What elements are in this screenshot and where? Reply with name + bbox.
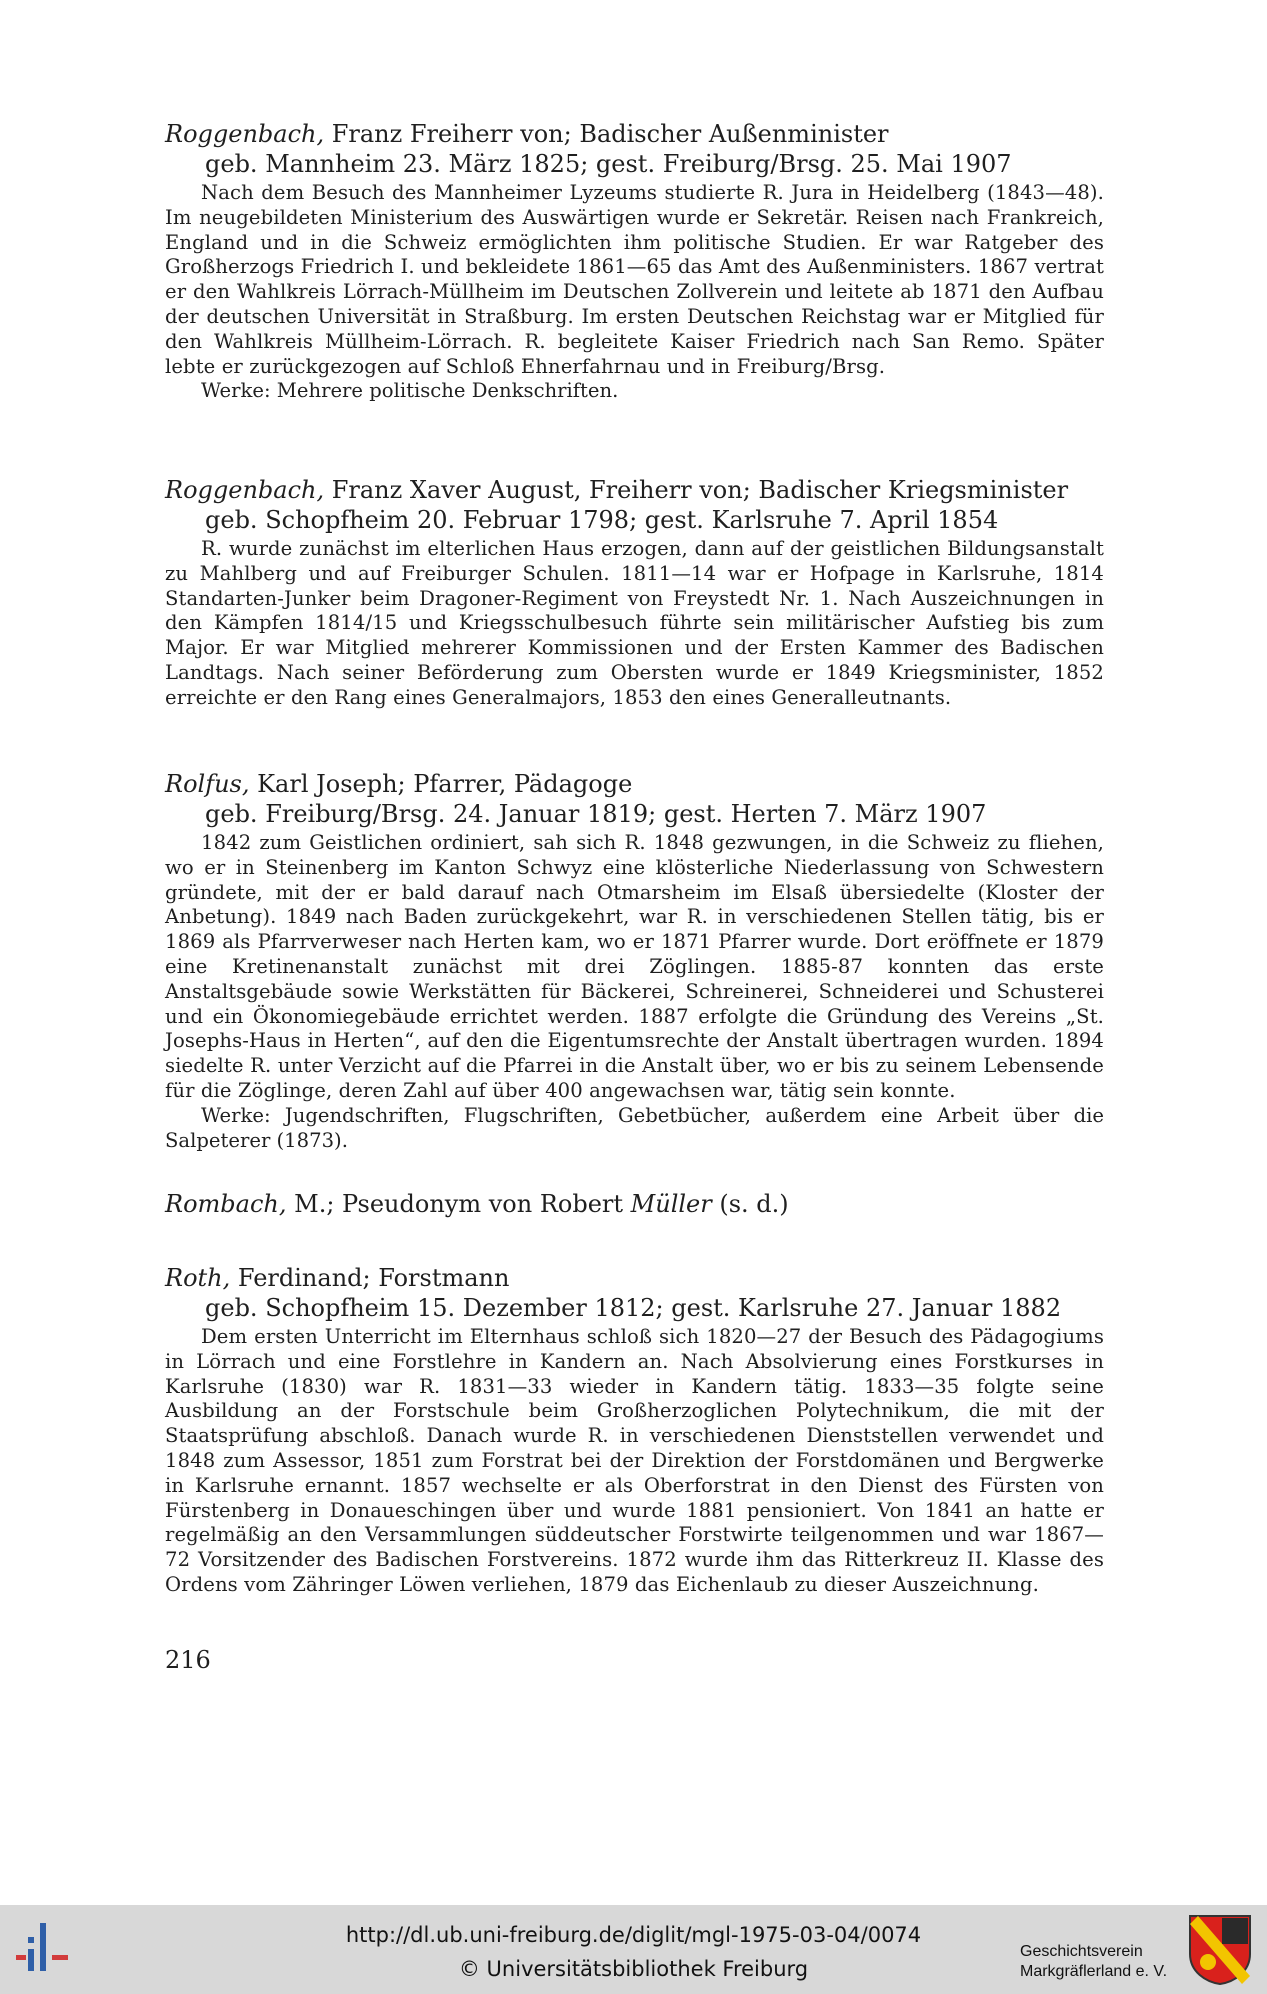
entry-life-dates: geb. Schopfheim 15. Dezember 1812; gest. Karlsruhe 27. Januar 1882 xyxy=(205,1294,1062,1322)
society-name-line1: Geschichtsverein xyxy=(1020,1943,1143,1960)
coat-of-arms-icon xyxy=(1188,1914,1252,1986)
crossref-suffix: (s. d.) xyxy=(711,1190,789,1218)
crossref-name: Müller xyxy=(630,1190,712,1218)
footer-bar xyxy=(0,1905,1267,1994)
source-url-link[interactable]: http://dl.ub.uni-freiburg.de/diglit/mgl-1975-03-04/0074 xyxy=(345,1923,922,1947)
entry-rombach-crossref xyxy=(165,1189,1104,1219)
entry-surname: Rombach, xyxy=(165,1190,287,1218)
entry-heading xyxy=(165,769,1104,799)
entry-surname: Roggenbach, xyxy=(165,476,325,504)
copyright-notice: © Universitätsbibliothek Freiburg xyxy=(458,1957,809,1981)
entry-heading xyxy=(165,119,1104,149)
entry-works: Werke: Jugendschriften, Flugschriften, Gebetbücher, außerdem eine Arbeit über die Salpeterer (1873). xyxy=(165,1103,1104,1152)
entry-life-dates: geb. Mannheim 23. März 1825; gest. Freiburg/Brsg. 25. Mai 1907 xyxy=(205,150,1012,178)
entry-roth xyxy=(165,1263,1104,1598)
entry-title: Karl Joseph; Pfarrer, Pädagoge xyxy=(249,770,633,798)
page-number: 216 xyxy=(165,1646,211,1674)
entry-body: 1842 zum Geistlichen ordiniert, sah sich R. 1848 gezwungen, in die Schweiz zu fliehen, wo er in Steinenberg im Kanton Schwyz eine klösterliche Niederlassung von Schwestern gründete, mit der er bald darauf nach Otmarsheim im Elsaß übersiedelte (Kloster der Anbetung). 1849 nach Baden zurückgekehrt, war R. in verschiedenen Stellen tätig, bis er 1869 als Pfarrverweser nach Herten kam, wo er 1871 Pfarrer wurde. Dort eröffnete er 1879 eine Kretinenanstalt zunächst mit drei Zöglingen. 1885-87 konnten das erste Anstaltsgebäude sowie Werkstätten für Bäckerei, Schreinerei, Schneiderei und Schusterei und ein Ökonomiegebäude errichtet werden. 1887 erfolgte die Gründung des Vereins „St. Josephs-Haus in Herten“, auf den die Eigentumsrechte der Anstalt übertragen wurden. 1894 siedelte R. unter Verzicht auf die Pfarrei in die Anstalt über, wo er bis zu seinem Lebensende für die Zöglinge, deren Zahl auf über 400 angewachsen war, tätig sein konnte. xyxy=(165,831,1104,1102)
entry-life-dates: geb. Freiburg/Brsg. 24. Januar 1819; gest. Herten 7. März 1907 xyxy=(205,800,987,828)
entry-title: Franz Xaver August, Freiherr von; Badischer Kriegsminister xyxy=(324,476,1069,504)
society-name xyxy=(1020,1942,1180,1982)
entry-heading xyxy=(165,475,1104,505)
entry-title: Franz Freiherr von; Badischer Außenminister xyxy=(324,120,889,148)
entry-body: Nach dem Besuch des Mannheimer Lyzeums studierte R. Jura in Heidelberg (1843—48). Im neugebildeten Ministerium des Auswärtigen wurde er Sekretär. Reisen nach Frankreich, England und in die Schweiz ermöglichten ihm politische Studien. Er war Ratgeber des Großherzogs Friedrich I. und bekleidete 1861—65 das Amt des Außenministers. 1867 vertrat er den Wahlkreis Lörrach-Müllheim im Deutschen Zollverein und leitete ab 1871 den Aufbau der deutschen Universität in Straßburg. Im ersten Deutschen Reichstag war er Mitglied für den Wahlkreis Müllheim-Lörrach. R. begleitete Kaiser Friedrich nach San Remo. Später lebte er zurückgezogen auf Schloß Ehnerfahrnau und in Freiburg/Brsg. xyxy=(165,181,1104,378)
entry-heading xyxy=(165,1263,1104,1293)
entry-body: R. wurde zunächst im elterlichen Haus erzogen, dann auf der geistlichen Bildungsanstalt zu Mahlberg und auf Freiburger Schulen. 1811—14 war er Hofpage in Karlsruhe, 1814 Standarten-Junker beim Dragoner-Regiment von Freystedt Nr. 1. Nach Auszeichnungen in den Kämpfen 1814/15 und Kriegsschulbesuch führte sein militärischer Aufstieg bis zum Major. Er war Mitglied mehrerer Kommissionen und der Ersten Kammer des Badischen Landtags. Nach seiner Beförderung zum Obersten wurde er 1849 Kriegsminister, 1852 erreichte er den Rang eines Generalmajors, 1853 den eines Generalleutnants. xyxy=(165,537,1104,709)
entry-life-dates: geb. Schopfheim 20. Februar 1798; gest. Karlsruhe 7. April 1854 xyxy=(205,506,999,534)
entry-heading xyxy=(165,1189,1104,1219)
entry-roggenbach-franz-xaver xyxy=(165,475,1104,711)
entry-body: Dem ersten Unterricht im Elternhaus schloß sich 1820—27 der Besuch des Pädagogiums in Lörrach und eine Forstlehre in Kandern an. Nach Absolvierung eines Forstkurses in Karlsruhe (1830) war R. 1831—33 wieder in Kandern tätig. 1833—35 folgte seine Ausbildung an der Forstschule beim Großherzoglichen Polytechnikum, die mit der Staatsprüfung abschloß. Danach wurde R. in verschiedenen Dienststellen verwendet und 1848 zum Assessor, 1851 zum Forstrat bei der Direktion der Forstdomänen und Bergwerke in Karlsruhe ernannt. 1857 wechselte er als Oberforstrat in den Dienst des Fürsten von Fürstenberg in Donaueschingen über und wurde 1881 pensioniert. Von 1841 an hatte er regelmäßig an den Versammlungen süddeutscher Forstwirte teilgenommen und war 1867—72 Vorsitzender des Badischen Forstvereins. 1872 wurde ihm das Ritterkreuz II. Klasse des Ordens vom Zähringer Löwen verliehen, 1879 das Eichenlaub zu dieser Auszeichnung. xyxy=(165,1325,1104,1596)
entry-roggenbach-franz xyxy=(165,119,1104,404)
entry-works: Werke: Mehrere politische Denkschriften. xyxy=(201,379,619,403)
society-name-line2: Markgräflerland e. V. xyxy=(1020,1963,1168,1980)
entry-surname: Roggenbach, xyxy=(165,120,325,148)
crossref-text: M.; Pseudonym von Robert xyxy=(286,1190,631,1218)
entry-surname: Rolfus, xyxy=(165,770,250,798)
entry-title: Ferdinand; Forstmann xyxy=(230,1264,510,1292)
entry-surname: Roth, xyxy=(165,1264,231,1292)
entry-rolfus xyxy=(165,769,1104,1153)
